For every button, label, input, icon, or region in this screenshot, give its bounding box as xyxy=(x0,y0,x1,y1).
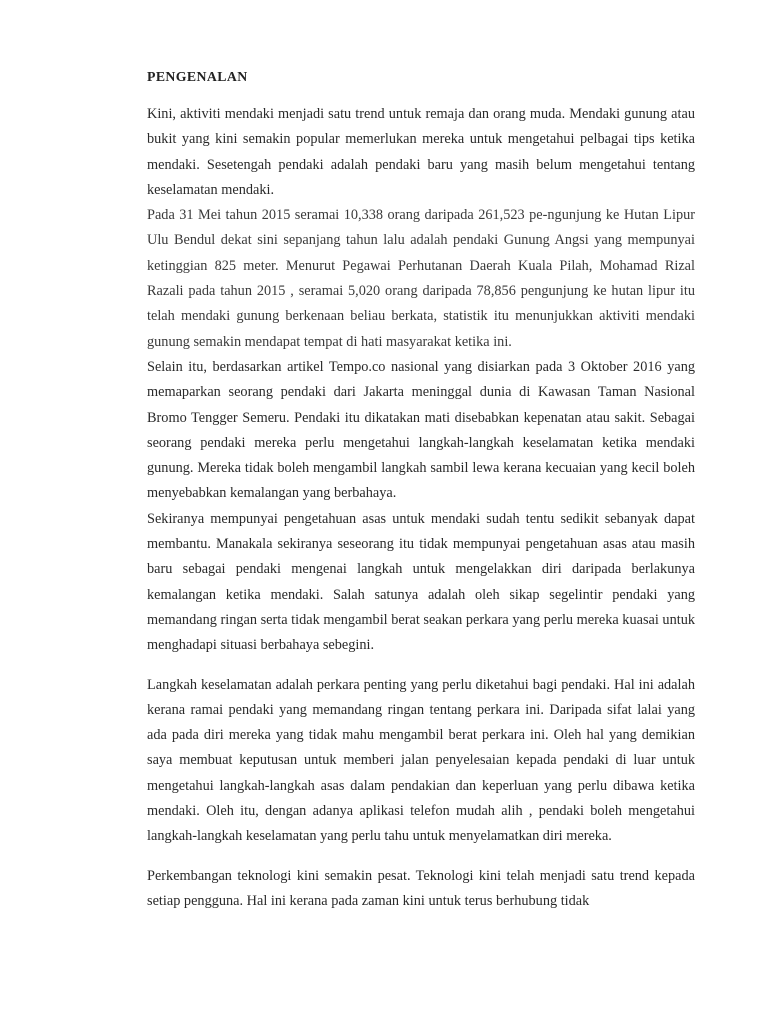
paragraph-intro: Kini, aktiviti mendaki menjadi satu trend untuk remaja dan orang muda. Mendaki gunung atau bukit yang kini semakin popular memerlukan mereka untuk mengetahui pelbagai tips ketika mendaki. Sesetengah pendaki adalah pendaki baru yang masih belum mengetahui tentang keselamatan mendaki. xyxy=(147,106,695,198)
paragraph-basic-knowledge: Sekiranya mempunyai pengetahuan asas untuk mendaki sudah tentu sedikit sebanyak dapat membantu. Manakala sekiranya seseorang itu tidak mempunyai pengetahuan asas atau masih baru sebagai pendaki mengenai langkah untuk mengelakkan diri daripada berlakunya kemalangan ketika mendaki. Salah satunya adalah oleh sikap segelintir pendaki yang memandang ringan serta tidak mengambil berat seakan perkara yang perlu mereka kuasai untuk menghadapi situasi berbahaya sebegini. xyxy=(147,510,695,654)
paragraph-tempo-article: Selain itu, berdasarkan artikel Tempo.co nasional yang disiarkan pada 3 Oktober 2016 yang memaparkan seorang pendaki dari Jakarta meninggal dunia di Kawasan Taman Nasional Bromo Tengger Semeru. Pendaki itu dikatakan mati disebabkan kepenatan atau sakit. Sebagai seorang pendaki mereka perlu mengetahui langkah-langkah keselamatan ketika mendaki gunung. Mereka tidak boleh mengambil langkah sambil lewa kerana kecuaian yang kecil boleh menyebabkan kemalangan yang berbahaya. xyxy=(147,358,695,502)
document-body xyxy=(147,64,695,914)
section-heading: PENGENALAN xyxy=(147,69,248,84)
paragraph-safety-steps: Langkah keselamatan adalah perkara penting yang perlu diketahui bagi pendaki. Hal ini adalah kerana ramai pendaki yang memandang ringan tentang perkara ini. Daripada sifat lalai yang ada pada diri mereka yang tidak mahu mengambil berat perkara ini. Oleh hal yang demikian saya membuat keputusan untuk memberi jalan penyelesaian kepada pendaki di luar untuk mengetahui langkah-langkah asas dalam pendakian dan keperluan yang perlu dibawa ketika mendaki. Oleh itu, dengan adanya aplikasi telefon mudah alih , pendaki boleh mengetahui langkah-langkah keselamatan yang perlu tahu untuk menyelamatkan diri mereka. xyxy=(147,676,695,845)
paragraph-technology: Perkembangan teknologi kini semakin pesat. Teknologi kini telah menjadi satu trend kepada setiap pengguna. Hal ini kerana pada zaman kini untuk terus berhubung tidak xyxy=(147,867,695,909)
paragraph-statistics: Pada 31 Mei tahun 2015 seramai 10,338 orang daripada 261,523 pe-ngunjung ke Hutan Lipur Ulu Bendul dekat sini sepanjang tahun lalu adalah pendaki Gunung Angsi yang mempunyai ketinggian 825 meter. Menurut Pegawai Perhutanan Daerah Kuala Pilah, Mohamad Rizal Razali pada tahun 2015 , seramai 5,020 orang daripada 78,856 pengunjung ke hutan lipur itu telah mendaki gunung berkenaan beliau berkata, statistik itu menunjukkan aktiviti mendaki gunung semakin mendapat tempat di hati masyarakat ketika ini. xyxy=(147,207,695,350)
